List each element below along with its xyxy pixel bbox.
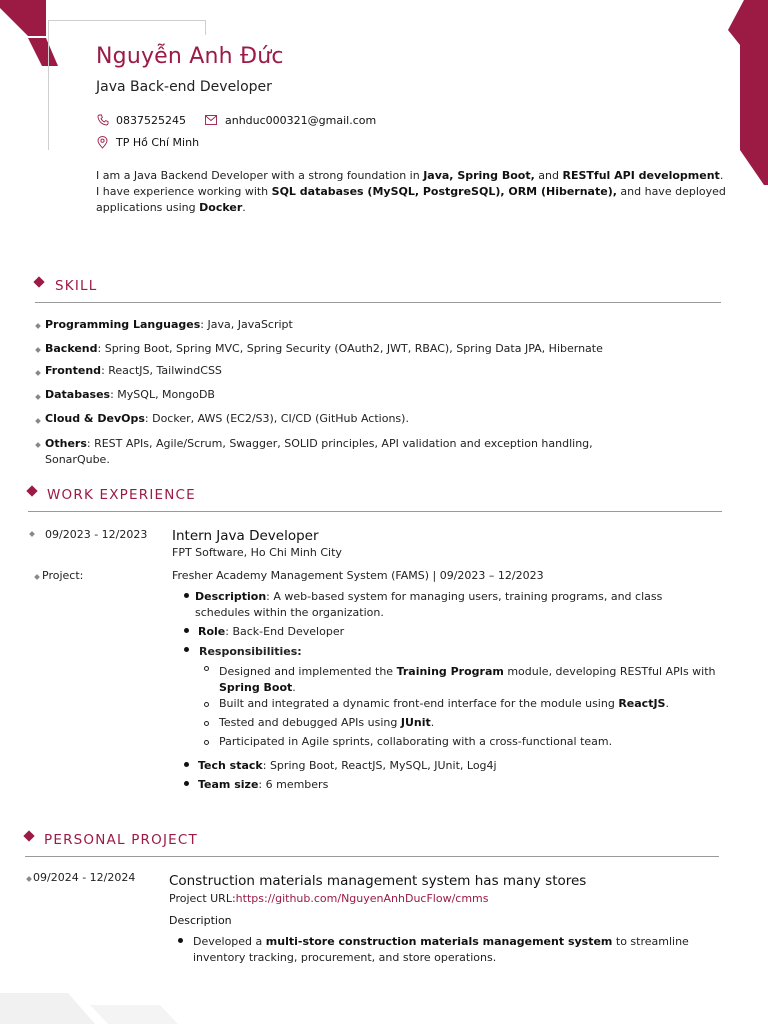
email-icon — [205, 115, 217, 125]
work-diamond-icon — [26, 485, 37, 496]
bullet-icon — [35, 323, 41, 329]
bullet-dot — [184, 781, 189, 786]
bullet-dot — [184, 647, 189, 652]
project-label: Project: — [42, 569, 84, 582]
bullet-icon — [35, 442, 41, 448]
project-diamond-icon — [23, 830, 34, 841]
location-pin-icon — [97, 136, 108, 149]
responsibilities-label: Responsibilities: — [199, 645, 302, 658]
bullet-icon — [35, 347, 41, 353]
bullet-dot — [184, 628, 189, 633]
section-divider — [25, 856, 719, 857]
section-title-skill: SKILL — [55, 278, 98, 294]
bullet-icon — [35, 370, 41, 376]
bullet-icon — [34, 574, 40, 580]
bullet-icon — [29, 531, 35, 537]
project-description-label: Description — [169, 914, 232, 927]
sub-bullet-circle — [204, 666, 209, 671]
bullet-icon — [35, 418, 41, 424]
work-company: FPT Software, Ho Chi Minh City — [172, 546, 342, 559]
bullet-icon — [26, 876, 32, 882]
skill-item: Others: REST APIs, Agile/Scrum, Swagger, SOLID principles, API validation and exception handling, SonarQube. — [45, 437, 593, 466]
sub-bullet-circle — [204, 721, 209, 726]
email-address[interactable]: anhduc000321@gmail.com — [225, 114, 377, 127]
bullet-dot — [184, 762, 189, 767]
bottom-decoration — [0, 985, 210, 1024]
phone-number[interactable]: 0837525245 — [116, 114, 186, 127]
project-bullet: Developed a multi-store construction materials management system to streamline inventory tracking, procurement, and store operations. — [193, 935, 689, 964]
responsibility-item: Built and integrated a dynamic front-end interface for the module using ReactJS. — [219, 697, 669, 710]
header-frame-inner — [80, 20, 206, 35]
responsibility-item: Tested and debugged APIs using JUnit. — [219, 716, 435, 729]
project-url-line: Project URL:https://github.com/NguyenAnhDucFlow/cmms — [169, 892, 489, 905]
tech-stack: Tech stack: Spring Boot, ReactJS, MySQL, JUnit, Log4j — [198, 759, 497, 772]
summary-paragraph: I am a Java Backend Developer with a strong foundation in Java, Spring Boot, and RESTful API development. I have experience working with SQL databases (MySQL, PostgreSQL), ORM (Hibernate), and have deployed applications using Docker. — [96, 169, 726, 214]
corner-decoration-top-right — [724, 0, 768, 190]
skill-item: Cloud & DevOps: Docker, AWS (EC2/S3), CI/CD (GitHub Actions). — [45, 412, 409, 425]
section-divider — [28, 511, 722, 512]
skill-item: Frontend: ReactJS, TailwindCSS — [45, 364, 222, 377]
section-divider — [35, 302, 721, 303]
responsibility-item: Participated in Agile sprints, collaborating with a cross-functional team. — [219, 735, 613, 748]
location: TP Hồ Chí Minh — [116, 136, 200, 149]
section-title-personal-project: PERSONAL PROJECT — [44, 832, 198, 848]
work-role: Intern Java Developer — [172, 528, 319, 544]
project-url-link[interactable]: https://github.com/NguyenAnhDucFlow/cmms — [235, 892, 489, 905]
sub-bullet-circle — [204, 740, 209, 745]
phone-icon — [97, 114, 109, 126]
sub-bullet-circle — [204, 702, 209, 707]
work-project: Fresher Academy Management System (FAMS) | 09/2023 – 12/2023 — [172, 569, 544, 582]
project-name: Construction materials management system has many stores — [169, 873, 587, 889]
bullet-dot — [178, 938, 183, 943]
skill-item: Databases: MySQL, MongoDB — [45, 388, 215, 401]
skill-diamond-icon — [33, 276, 44, 287]
team-size: Team size: 6 members — [198, 778, 329, 791]
work-description: Description: A web-based system for managing users, training programs, and class schedules within the organization. — [195, 590, 663, 619]
work-role-line: Role: Back-End Developer — [198, 625, 345, 638]
skill-item: Programming Languages: Java, JavaScript — [45, 318, 293, 331]
candidate-name: Nguyễn Anh Đức — [96, 44, 284, 69]
work-date: 09/2023 - 12/2023 — [45, 528, 148, 541]
bullet-dot — [184, 593, 189, 598]
responsibility-item: Designed and implemented the Training Program module, developing RESTful APIs with Spring Boot. — [219, 665, 716, 694]
project-date: 09/2024 - 12/2024 — [33, 871, 136, 884]
job-title: Java Back-end Developer — [96, 79, 272, 95]
skill-item: Backend: Spring Boot, Spring MVC, Spring Security (OAuth2, JWT, RBAC), Spring Data JPA, Hibernate — [45, 342, 603, 355]
section-title-work-experience: WORK EXPERIENCE — [47, 487, 196, 503]
bullet-icon — [35, 394, 41, 400]
